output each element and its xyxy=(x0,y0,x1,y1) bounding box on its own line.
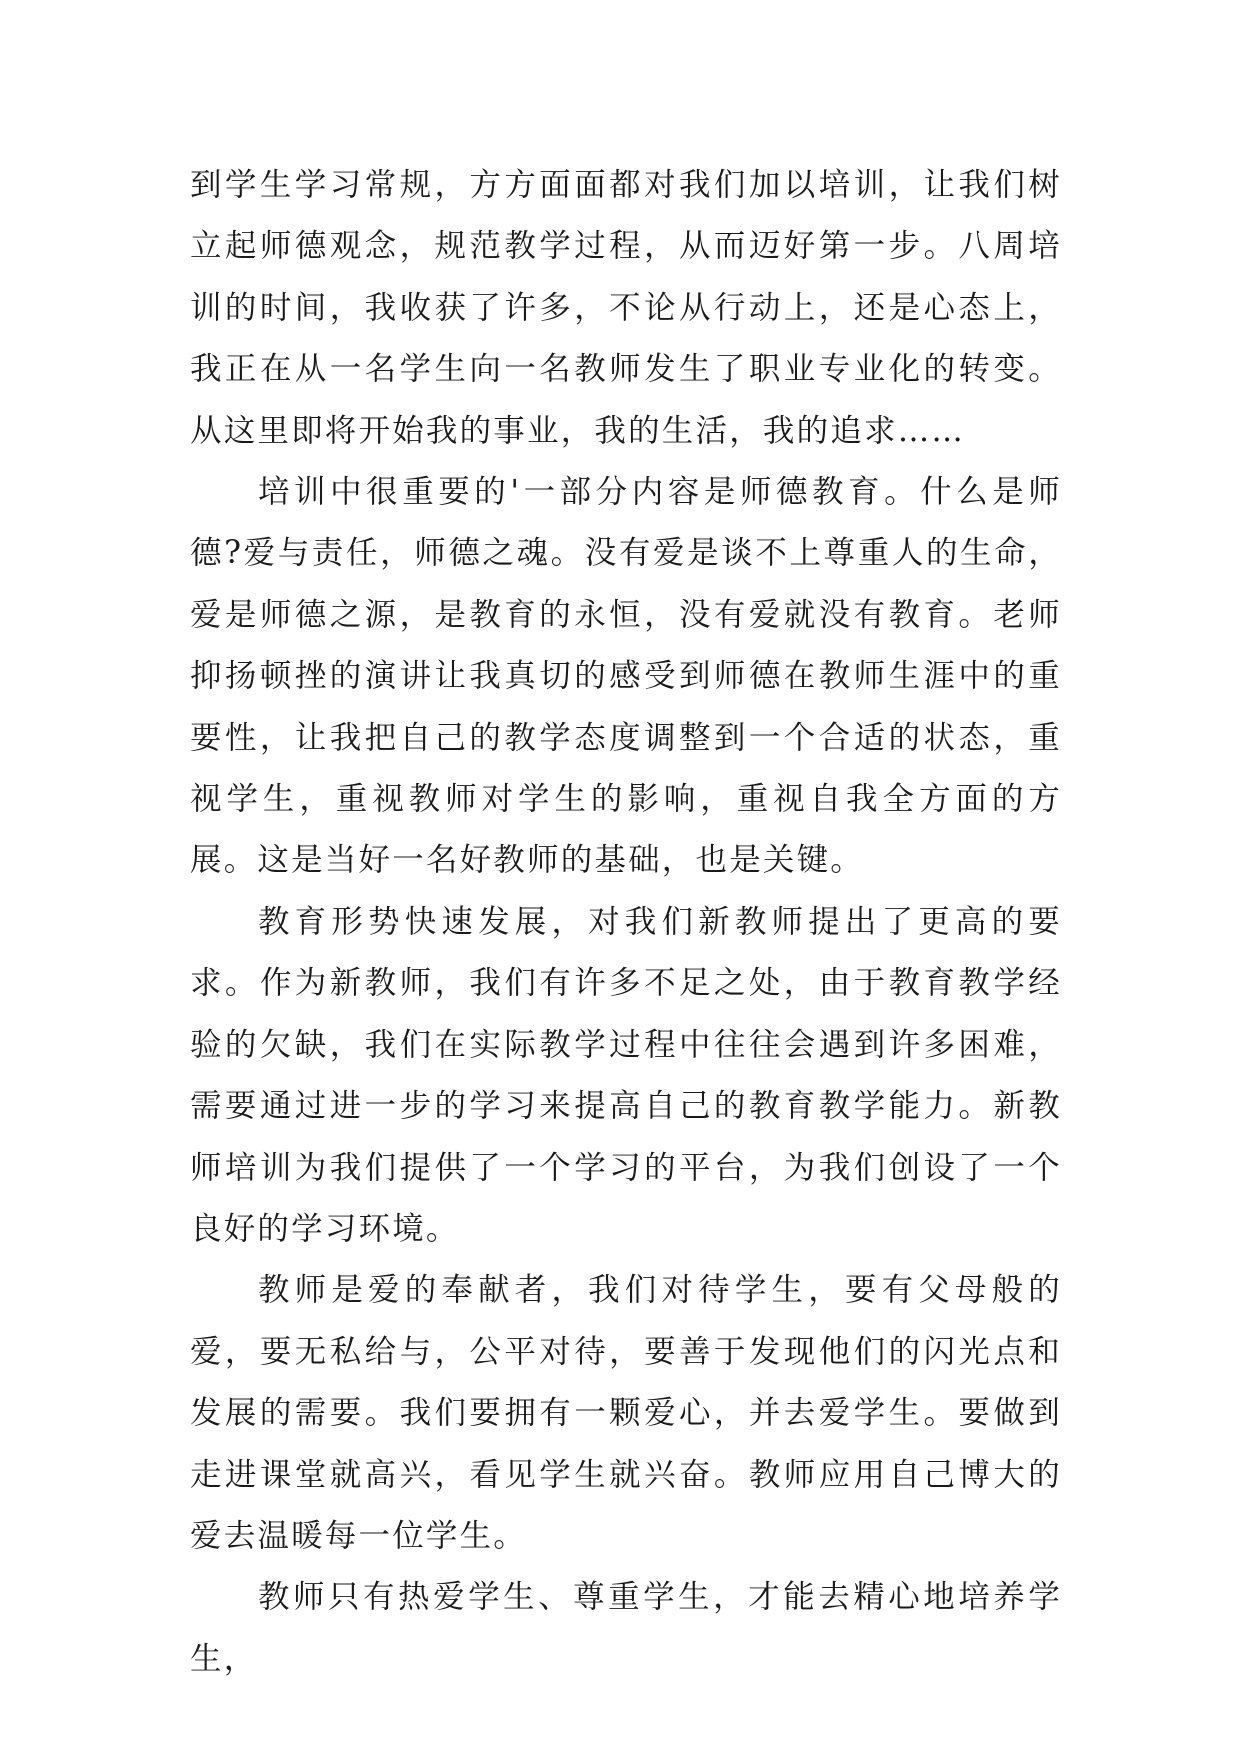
document-body xyxy=(190,155,1062,1690)
paragraph-3: 教育形势快速发展，对我们新教师提出了更高的要求。作为新教师，我们有许多不足之处，由于教育教学经验的欠缺，我们在实际教学过程中往往会遇到许多困难，需要通过进一步的学习来提高自己的教育教学能力。新教师培训为我们提供了一个学习的平台，为我们创设了一个良好的学习环境。 xyxy=(190,903,1062,1247)
paragraph-5: 教师只有热爱学生、尊重学生，才能去精心地培养学生， xyxy=(190,1579,1062,1677)
paragraph-1: 到学生学习常规，方方面面都对我们加以培训，让我们树立起师德观念，规范教学过程，从而迈好第一步。八周培训的时间，我收获了许多，不论从行动上，还是心态上，我正在从一名学生向一名教师发生了职业专业化的转变。从这里即将开始我的事业，我的生活，我的追求…… xyxy=(190,167,1062,449)
paragraph-4: 教师是爱的奉献者，我们对待学生，要有父母般的爱，要无私给与，公平对待，要善于发现他们的闪光点和发展的需要。我们要拥有一颗爱心，并去爱学生。要做到走进课堂就高兴，看见学生就兴奋。教师应用自己博大的爱去温暖每一位学生。 xyxy=(190,1272,1062,1554)
paragraph-2: 培训中很重要的'一部分内容是师德教育。什么是师德?爱与责任，师德之魂。没有爱是谈不上尊重人的生命，爱是师德之源，是教育的永恒，没有爱就没有教育。老师抑扬顿挫的演讲让我真切的感受到师德在教师生涯中的重要性，让我把自己的教学态度调整到一个合适的状态，重视学生，重视教师对学生的影响，重视自我全方面的方展。这是当好一名好教师的基础，也是关键。 xyxy=(190,474,1062,879)
